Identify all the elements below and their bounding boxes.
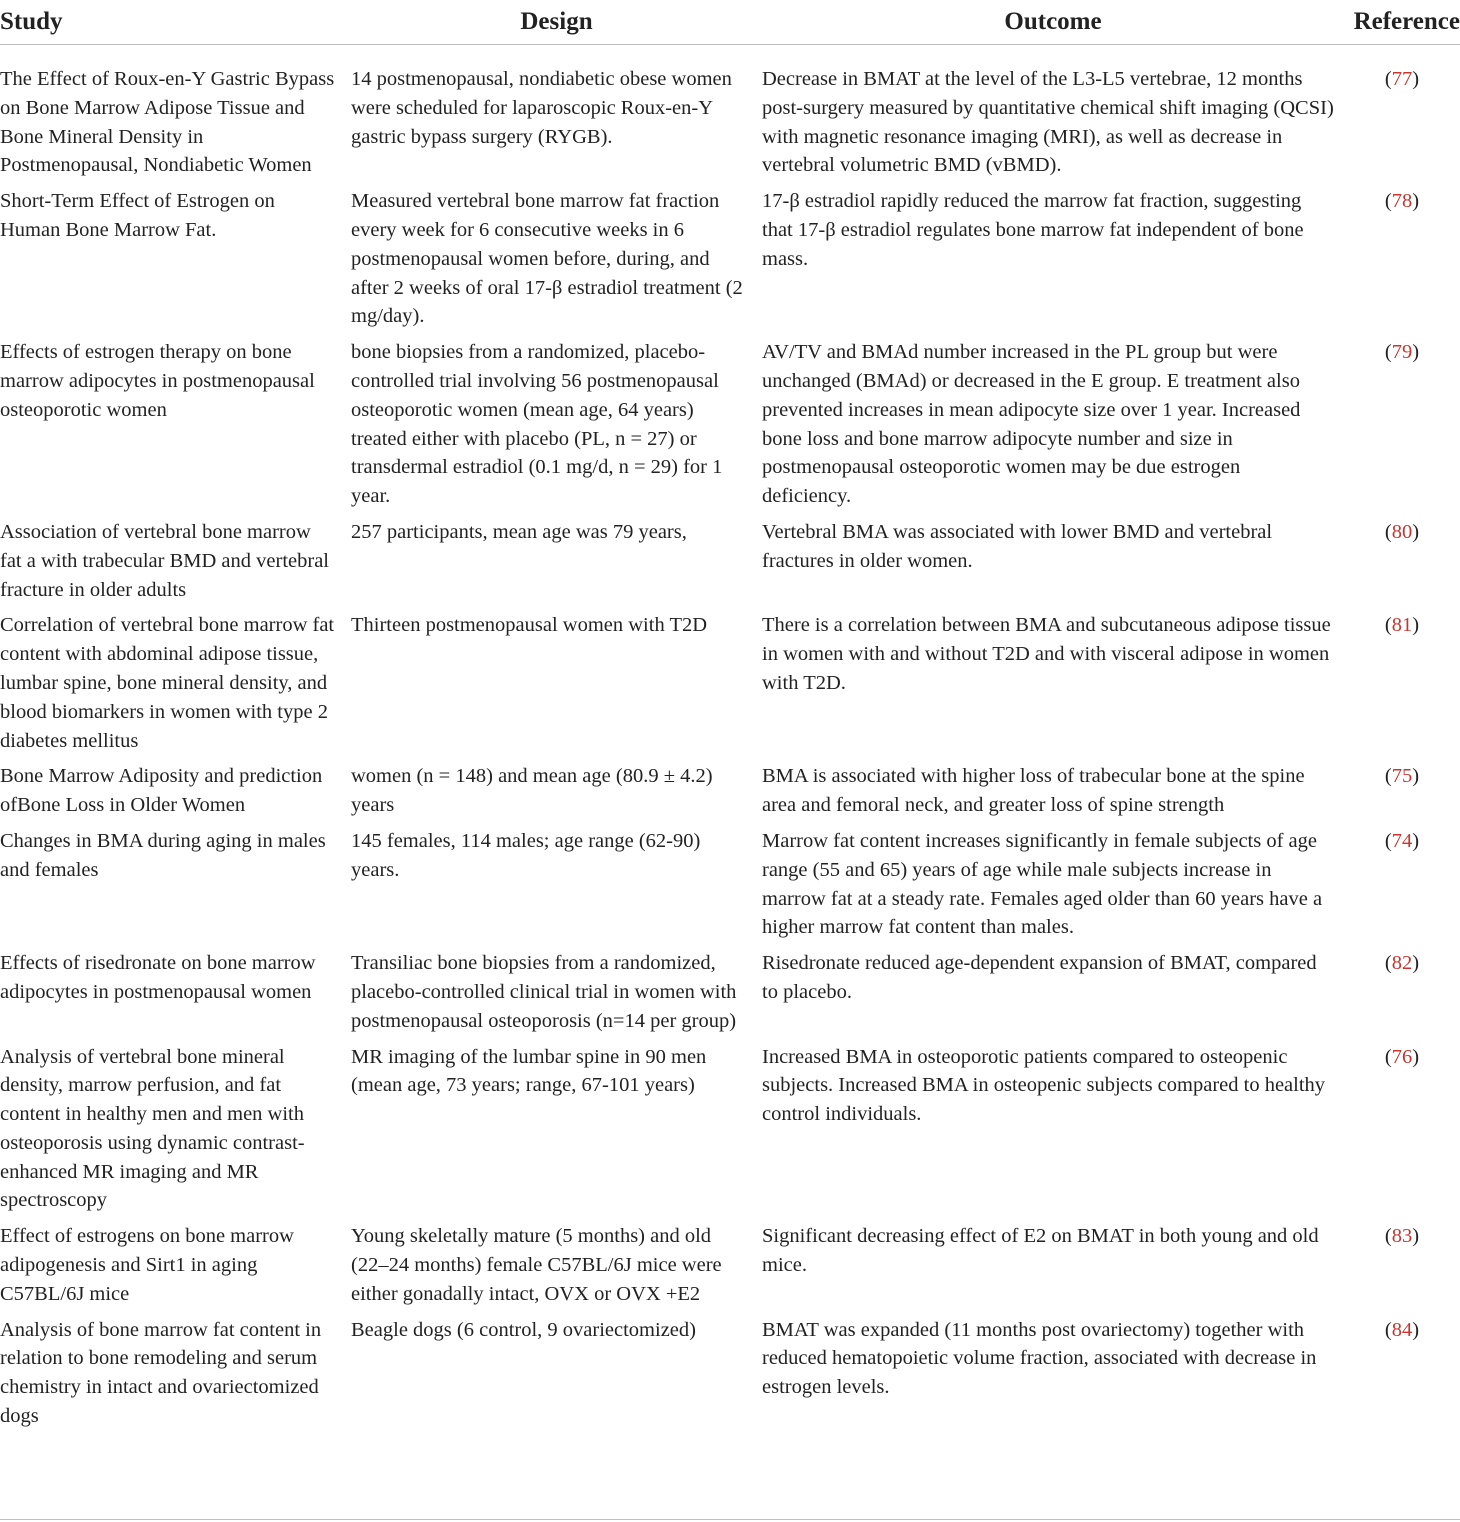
cell-study: Changes in BMA during aging in males and females <box>0 829 326 881</box>
cell-study: Analysis of vertebral bone mineral density, marrow perfusion, and fat content in healthy men and men with osteoporosis using dynamic contrast-enhanced MR imaging and MR spectroscopy <box>0 1045 305 1212</box>
cell-design: 257 participants, mean age was 79 years, <box>351 520 687 543</box>
cell-study: Effects of risedronate on bone marrow adipocytes in postmenopausal women <box>0 952 316 1003</box>
table-row <box>0 1314 1460 1436</box>
reference-link[interactable]: 75 <box>1391 765 1413 788</box>
cell-study: Effect of estrogens on bone marrow adipogenesis and Sirt1 in aging C57BL/6J mice <box>0 1225 294 1305</box>
table-row <box>0 63 1460 185</box>
reference-link[interactable]: 81 <box>1391 614 1413 637</box>
cell-study: Correlation of vertebral bone marrow fat content with abdominal adipose tissue, lumbar spine, bone mineral density, and blood biomarkers in women with type 2 diabetes mellitus <box>0 614 335 752</box>
cell-design: Measured vertebral bone marrow fat fraction every week for 6 consecutive weeks in 6 postmenopausal women before, during, and after 2 weeks of oral 17-β estradiol treatment (2 mg/day). <box>351 190 743 328</box>
table-row <box>0 609 1460 760</box>
cell-study: Short-Term Effect of Estrogen on Human Bone Marrow Fat. <box>0 190 275 241</box>
cell-study: Effects of estrogen therapy on bone marrow adipocytes in postmenopausal osteoporotic women <box>0 341 315 421</box>
cell-reference: (75) <box>1384 765 1420 788</box>
cell-outcome: Vertebral BMA was associated with lower BMD and vertebral fractures in older women. <box>762 520 1273 572</box>
header-design: Design <box>351 0 762 45</box>
reference-link[interactable]: 78 <box>1391 190 1413 213</box>
cell-outcome: 17-β estradiol rapidly reduced the marrow fat fraction, suggesting that 17-β estradiol regulates bone marrow fat independent of bone mass. <box>762 190 1304 270</box>
cell-reference: (83) <box>1384 1225 1420 1248</box>
cell-outcome: Decrease in BMAT at the level of the L3-L5 vertebrae, 12 months post-surgery measured by quantitative chemical shift imaging (QCSI) with magnetic resonance imaging (MRI), as well as decrease in vertebral volumetric BMD (vBMD). <box>762 68 1334 177</box>
cell-design: Young skeletally mature (5 months) and old (22–24 months) female C57BL/6J mice were either gonadally intact, OVX or OVX +E2 <box>351 1225 722 1305</box>
table-header <box>0 0 1460 63</box>
reference-link[interactable]: 82 <box>1391 952 1413 975</box>
header-row <box>0 0 1460 45</box>
table-row <box>0 516 1460 609</box>
table-body <box>0 63 1460 1436</box>
table-bottom-rule <box>0 1519 1460 1520</box>
reference-link[interactable]: 83 <box>1391 1225 1413 1248</box>
cell-outcome: Significant decreasing effect of E2 on BMAT in both young and old mice. <box>762 1225 1319 1277</box>
header-outcome: Outcome <box>762 0 1344 45</box>
cell-design: Thirteen postmenopausal women with T2D <box>351 614 708 637</box>
cell-reference: (79) <box>1384 341 1420 364</box>
cell-reference: (82) <box>1384 952 1420 975</box>
reference-link[interactable]: 80 <box>1391 520 1413 543</box>
cell-design: 14 postmenopausal, nondiabetic obese women were scheduled for laparoscopic Roux-en-Y gastric bypass surgery (RYGB). <box>351 68 732 148</box>
cell-reference: (77) <box>1384 68 1420 90</box>
header-study: Study <box>0 0 351 45</box>
table-row <box>0 947 1460 1040</box>
cell-outcome: Increased BMA in osteoporotic patients compared to osteopenic subjects. Increased BMA in osteopenic subjects compared to healthy control individuals. <box>762 1045 1326 1126</box>
table-row <box>0 336 1460 516</box>
cell-reference: (74) <box>1384 829 1420 852</box>
reference-link[interactable]: 74 <box>1391 829 1413 852</box>
cell-outcome: AV/TV and BMAd number increased in the PL group but were unchanged (BMAd) or decreased in the E group. E treatment also prevented increases in mean adipocyte size over 1 year. Increased bone loss and bone marrow adipocyte number and size in postmenopausal osteoporotic women may be due estrogen deficiency. <box>762 341 1301 508</box>
header-spacer <box>0 45 1460 64</box>
cell-outcome: Risedronate reduced age-dependent expansion of BMAT, compared to placebo. <box>762 952 1317 1003</box>
cell-design: Transiliac bone biopsies from a randomized, placebo-controlled clinical trial in women with postmenopausal osteoporosis (n=14 per group) <box>351 952 737 1032</box>
reference-link[interactable]: 84 <box>1391 1318 1413 1341</box>
reference-link[interactable]: 76 <box>1391 1045 1413 1068</box>
cell-reference: (80) <box>1384 520 1420 543</box>
cell-reference: (78) <box>1384 190 1420 213</box>
table-row <box>0 760 1460 825</box>
cell-reference: (84) <box>1384 1318 1420 1341</box>
cell-reference: (76) <box>1384 1045 1420 1068</box>
table-row <box>0 185 1460 336</box>
cell-study: The Effect of Roux-en-Y Gastric Bypass on Bone Marrow Adipose Tissue and Bone Mineral Density in Postmenopausal, Nondiabetic Women <box>0 68 335 177</box>
cell-design: Beagle dogs (6 control, 9 ovariectomized) <box>351 1318 696 1341</box>
cell-outcome: Marrow fat content increases significantly in female subjects of age range (55 and 65) years of age while male subjects increase in marrow fat at a steady rate. Females aged older than 60 years have a higher marrow fat content than males. <box>762 829 1323 939</box>
reference-link[interactable]: 79 <box>1391 341 1413 364</box>
table-row <box>0 1220 1460 1313</box>
cell-study: Analysis of bone marrow fat content in relation to bone remodeling and serum chemistry in intact and ovariectomized dogs <box>0 1318 322 1428</box>
cell-design: women (n = 148) and mean age (80.9 ± 4.2) years <box>351 765 713 817</box>
cell-outcome: BMA is associated with higher loss of trabecular bone at the spine area and femoral neck, and greater loss of spine strength <box>762 765 1305 817</box>
cell-outcome: BMAT was expanded (11 months post ovariectomy) together with reduced hematopoietic volume fraction, associated with decrease in estrogen levels. <box>762 1318 1317 1399</box>
header-reference: Reference <box>1344 0 1460 45</box>
cell-design: MR imaging of the lumbar spine in 90 men (mean age, 73 years; range, 67-101 years) <box>351 1045 707 1097</box>
cell-design: bone biopsies from a randomized, placebo-controlled trial involving 56 postmenopausal osteoporotic women (mean age, 64 years) treated either with placebo (PL, n = 27) or transdermal estradiol (0.1 mg/d, n = 29) for 1 year. <box>351 341 723 508</box>
cell-outcome: There is a correlation between BMA and subcutaneous adipose tissue in women with and without T2D and with visceral adipose in women with T2D. <box>762 614 1331 694</box>
cell-reference: (81) <box>1384 614 1420 637</box>
cell-study: Association of vertebral bone marrow fat a with trabecular BMD and vertebral fracture in older adults <box>0 520 330 601</box>
table-row <box>0 1041 1460 1221</box>
table-row <box>0 825 1460 947</box>
reference-link[interactable]: 77 <box>1391 68 1413 90</box>
cell-study: Bone Marrow Adiposity and prediction ofBone Loss in Older Women <box>0 765 323 817</box>
cell-design: 145 females, 114 males; age range (62-90) years. <box>351 829 701 881</box>
